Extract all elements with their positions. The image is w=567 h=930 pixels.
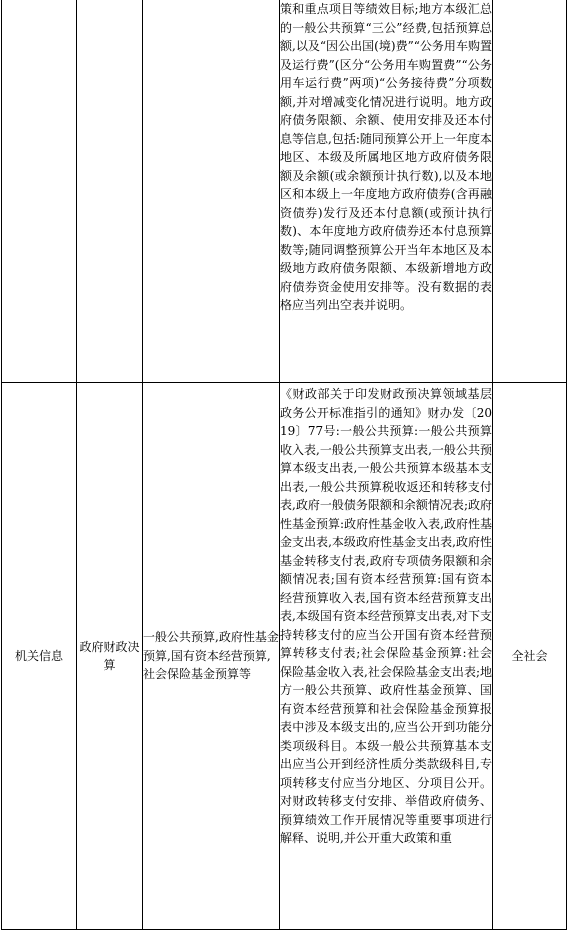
table-row [2, 0, 567, 383]
scope-cell: 一般公共预算,政府性基金预算,国有资本经营预算,社会保险基金预算等 [143, 383, 280, 930]
category-cell [2, 0, 77, 383]
category-cell: 机关信息 [2, 383, 77, 930]
content-cell: 《财政部关于印发财政预决算领域基层政务公开标准指引的通知》财办发〔2019〕77号:一般公共预算:一般公共预算收入表,一般公共预算支出表,一般公共预算本级支出表,一般公共预算本级基本支出表,一般公共预算税收返还和转移支付表,政府一般债务限额和余额情况表;政府性基金预算:政府性基金收入表,政府性基金支出表,本级政府性基金支出表,政府性基金转移支付表,政府专项债务限额和余额情况表;国有资本经营预算:国有资本经营预算收入表,国有资本经营预算支出表,本级国有资本经营预算支出表,对下支持转移支付的应当公开国有资本经营预算转移支付表;社会保险基金预算:社会保险基金收入表,社会保险基金支出表;地方一般公共预算、政府性基金预算、国有资本经营预算和社会保险基金预算报表中涉及本级支出的,应当公开到功能分类项级科目。本级一般公共预算基本支出应当公开到经济性质分类款级科目,专项转移支付应当分地区、分项目公开。对财政转移支付安排、举借政府债务、预算绩效工作开展情况等重要事项进行解释、说明,并公开重大政策和重 [280, 383, 493, 930]
item-cell [77, 0, 143, 383]
scope-cell [143, 0, 280, 383]
content-cell: 策和重点项目等绩效目标;地方本级汇总的一般公共预算“三公”经费,包括预算总额,以及“因公出国(境)费”“公务用车购置及运行费”(区分“公务用车购置费”“公务用车运行费”两项)“公务接待费”分项数额,并对增减变化情况进行说明。地方政府债务限额、余额、使用安排及还本付息等信息,包括:随同预算公开上一年度本地区、本级及所属地区地方政府债务限额及余额(或余额预计执行数),以及本地区和本级上一年度地方政府债券(含再融资债券)发行及还本付息额(或预计执行数)、本年度地方政府债券还本付息预算数等;随同调整预算公开当年本地区及本级地方政府债务限额、本级新增地方政府债券资金使用安排等。没有数据的表格应当列出空表并说明。 [280, 0, 493, 383]
audience-cell: 全社会 [493, 383, 567, 930]
item-cell: 政府财政决算 [77, 383, 143, 930]
audience-cell [493, 0, 567, 383]
disclosure-table [1, 0, 567, 930]
table-row [2, 383, 567, 930]
